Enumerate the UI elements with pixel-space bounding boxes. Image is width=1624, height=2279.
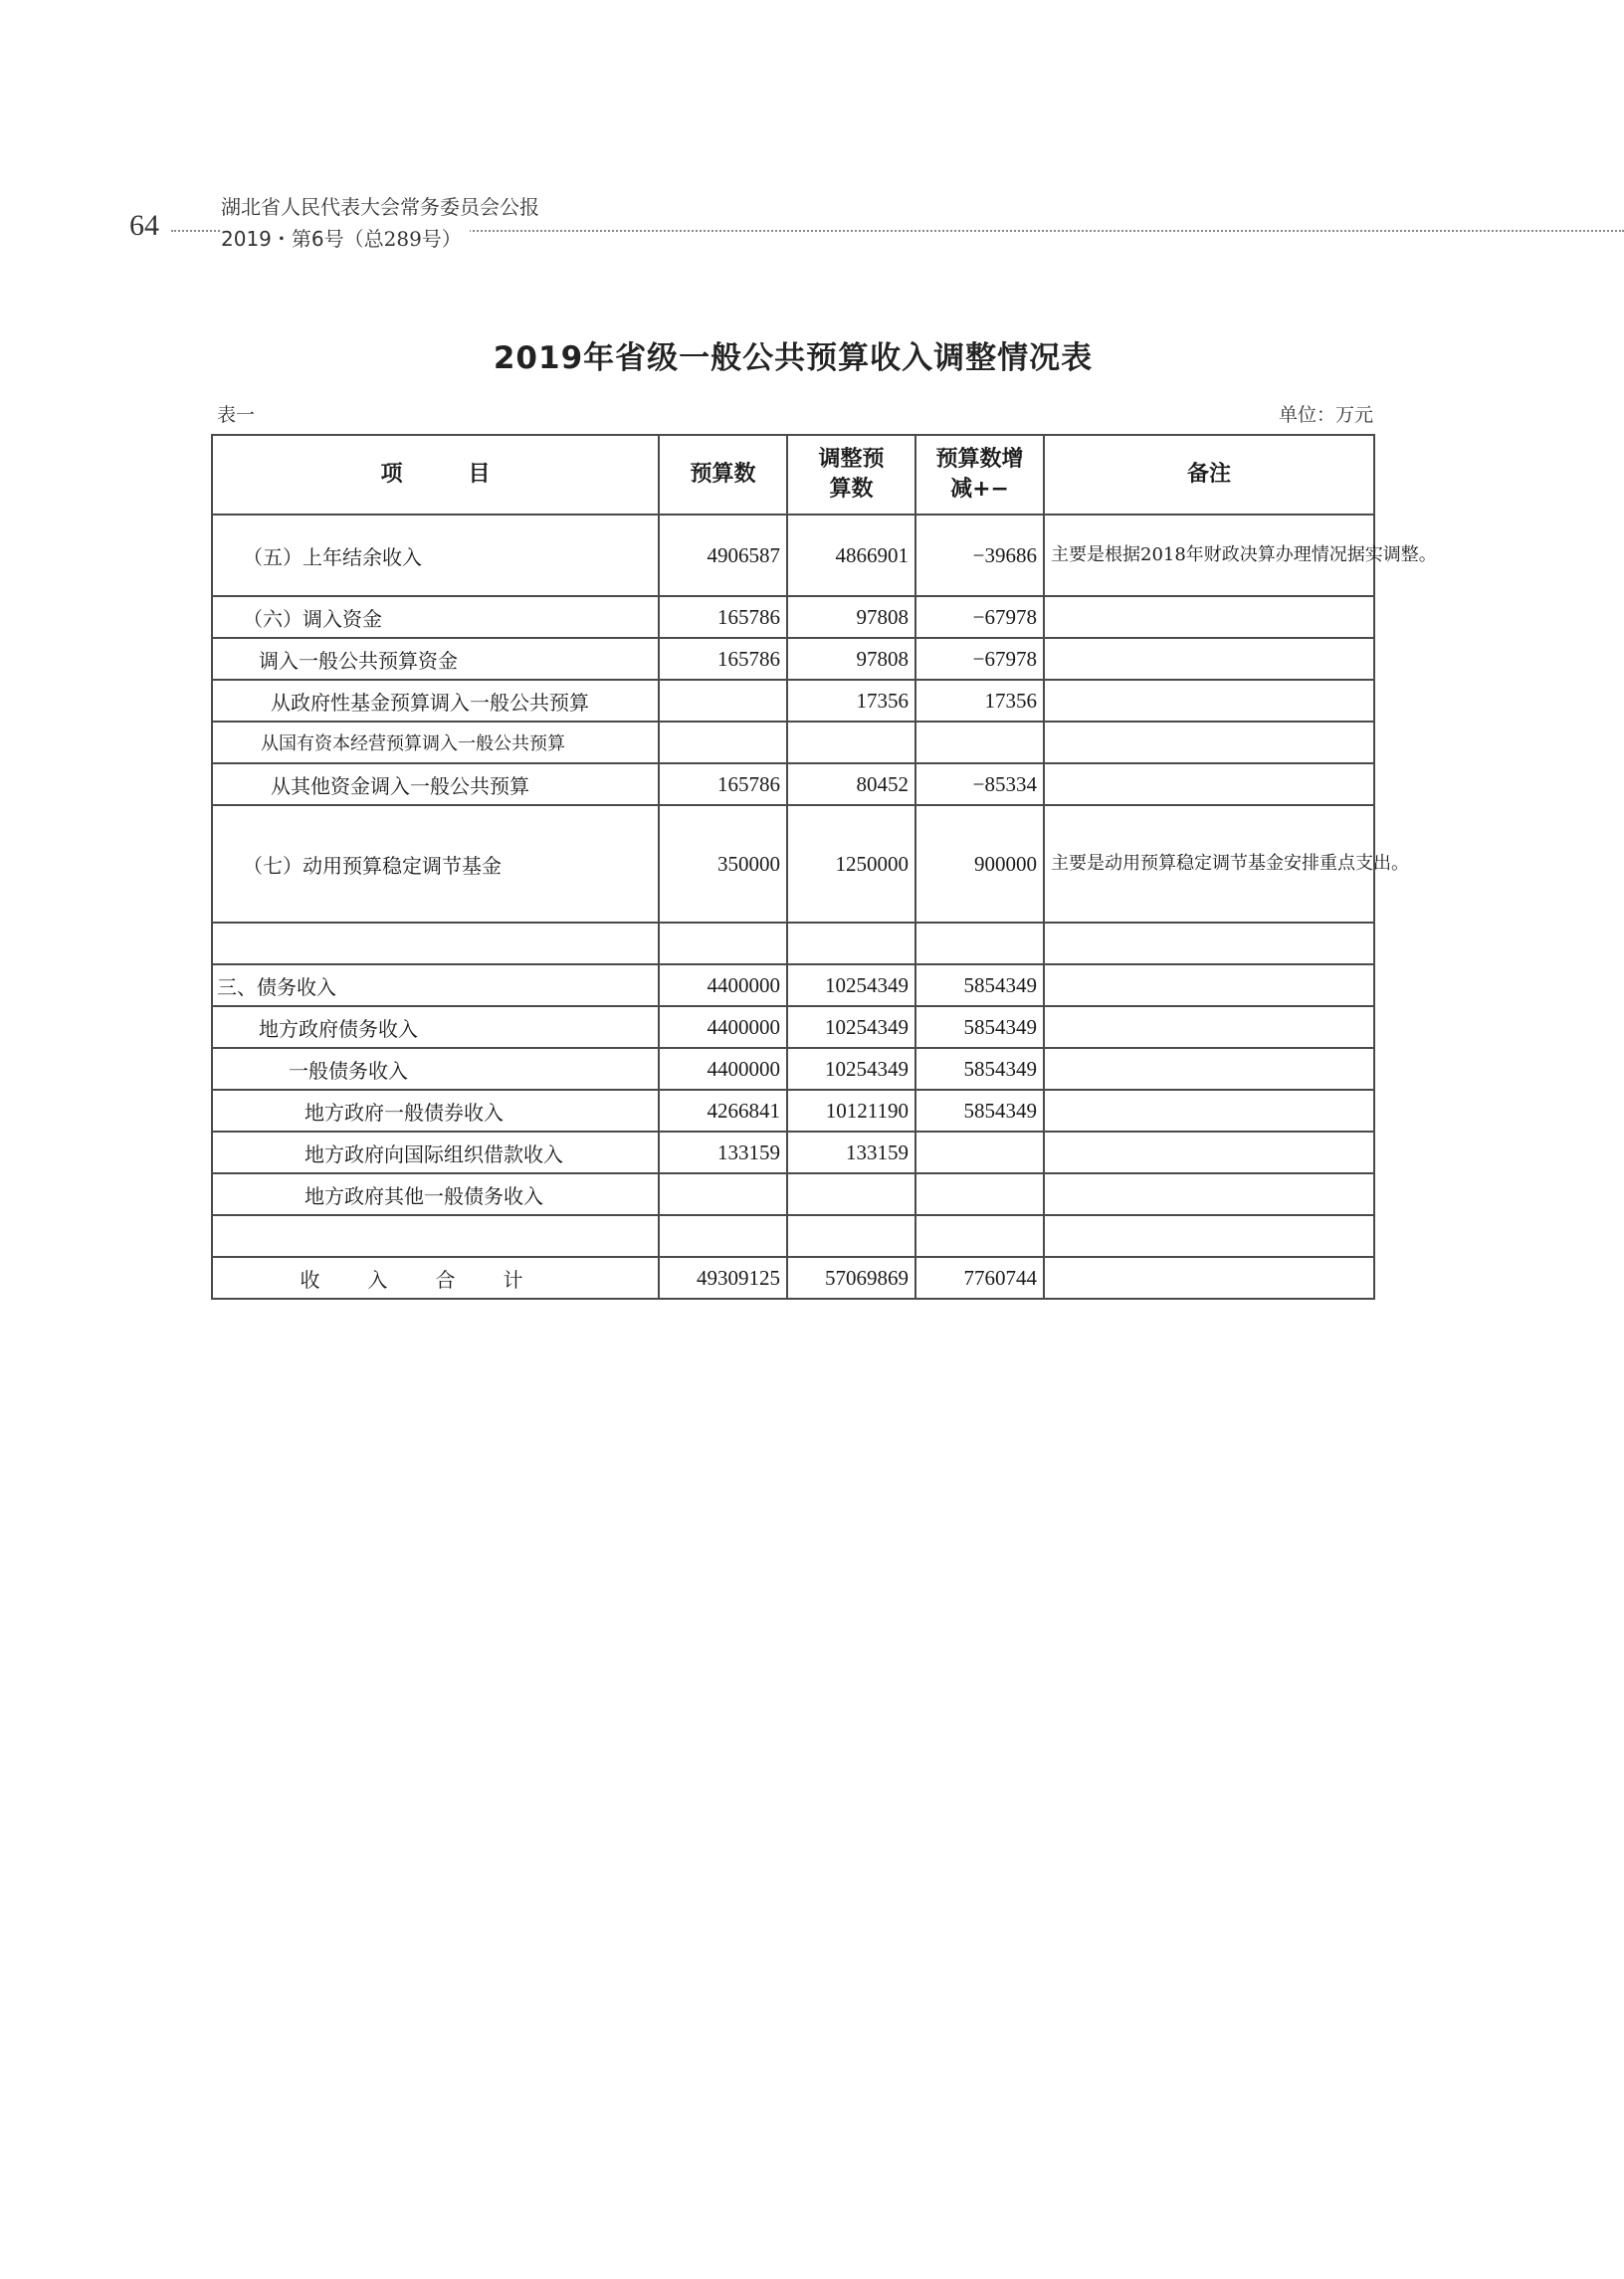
row-adjusted: 10121190 [787, 1090, 915, 1132]
row-item: （五）上年结余收入 [212, 515, 659, 596]
row-note [1044, 964, 1374, 1006]
journal-name: 湖北省人民代表大会常务委员会公报 [221, 195, 539, 219]
issue-number: 2019・第6号 [221, 227, 344, 251]
row-change: 5854349 [915, 1006, 1044, 1048]
row-item: 地方政府债务收入 [212, 1006, 659, 1048]
header-adjusted: 调整预算数 [787, 435, 915, 515]
header-item: 项 目 [212, 435, 659, 515]
row-adjusted: 80452 [787, 763, 915, 805]
row-budget [659, 680, 787, 722]
row-change [915, 722, 1044, 763]
table-label: 表一 [217, 404, 256, 426]
row-budget [659, 923, 787, 964]
table-row [212, 1173, 1374, 1215]
row-change: 5854349 [915, 1090, 1044, 1132]
row-change: −67978 [915, 638, 1044, 680]
row-adjusted: 1250000 [787, 805, 915, 923]
row-item: （七）动用预算稳定调节基金 [212, 805, 659, 923]
row-adjusted: 10254349 [787, 1048, 915, 1090]
row-change [915, 923, 1044, 964]
row-adjusted: 17356 [787, 680, 915, 722]
row-change: 900000 [915, 805, 1044, 923]
row-change: 5854349 [915, 1048, 1044, 1090]
row-note [1044, 1006, 1374, 1048]
total-change: 7760744 [915, 1257, 1044, 1299]
page-number: 64 [129, 209, 159, 242]
row-item [212, 923, 659, 964]
row-budget: 4400000 [659, 1006, 787, 1048]
row-budget: 165786 [659, 596, 787, 638]
row-budget: 4266841 [659, 1090, 787, 1132]
table-row [212, 805, 1374, 923]
table-header-row [212, 435, 1374, 515]
budget-adjustment-table [211, 434, 1437, 1300]
table-row [212, 1006, 1374, 1048]
row-budget: 4400000 [659, 964, 787, 1006]
row-note [1044, 1048, 1374, 1090]
row-adjusted: 97808 [787, 596, 915, 638]
row-note [1044, 638, 1374, 680]
row-change: −39686 [915, 515, 1044, 596]
table-row [212, 964, 1374, 1006]
row-item: 调入一般公共预算资金 [212, 638, 659, 680]
row-adjusted [787, 1215, 915, 1257]
row-note [1044, 923, 1374, 964]
row-note: 主要是根据2018年财政决算办理情况据实调整。 [1044, 515, 1374, 596]
row-note [1044, 763, 1374, 805]
row-note: 主要是动用预算稳定调节基金安排重点支出。 [1044, 805, 1374, 923]
row-note [1044, 680, 1374, 722]
row-item: 地方政府向国际组织借款收入 [212, 1132, 659, 1173]
table-row [212, 515, 1374, 596]
row-change [915, 1215, 1044, 1257]
row-adjusted [787, 722, 915, 763]
row-change: 17356 [915, 680, 1044, 722]
row-note [1044, 1173, 1374, 1215]
row-adjusted: 4866901 [787, 515, 915, 596]
row-change: −85334 [915, 763, 1044, 805]
row-budget: 4906587 [659, 515, 787, 596]
row-note [1044, 722, 1374, 763]
row-budget: 165786 [659, 763, 787, 805]
header-note: 备注 [1044, 435, 1374, 515]
table-row [212, 763, 1374, 805]
row-item: 从国有资本经营预算调入一般公共预算 [212, 722, 659, 763]
row-note [1044, 1215, 1374, 1257]
table-row-total [212, 1257, 1374, 1299]
header-change: 预算数增减+− [915, 435, 1044, 515]
row-adjusted: 10254349 [787, 964, 915, 1006]
table-row [212, 722, 1374, 763]
total-budget: 49309125 [659, 1257, 787, 1299]
row-budget: 4400000 [659, 1048, 787, 1090]
unit-label: 单位：万元 [1278, 404, 1373, 426]
row-budget [659, 1215, 787, 1257]
row-note [1044, 1090, 1374, 1132]
row-note [1044, 1132, 1374, 1173]
row-change: −67978 [915, 596, 1044, 638]
row-adjusted: 97808 [787, 638, 915, 680]
row-change: 5854349 [915, 964, 1044, 1006]
row-budget [659, 1173, 787, 1215]
row-change [915, 1173, 1044, 1215]
table-row [212, 1090, 1374, 1132]
row-note [1044, 596, 1374, 638]
row-adjusted: 10254349 [787, 1006, 915, 1048]
table-row [212, 680, 1374, 722]
row-item: 从政府性基金预算调入一般公共预算 [212, 680, 659, 722]
row-item: （六）调入资金 [212, 596, 659, 638]
row-budget: 350000 [659, 805, 787, 923]
table-row [212, 1132, 1374, 1173]
row-item: 地方政府其他一般债务收入 [212, 1173, 659, 1215]
total-adjusted: 57069869 [787, 1257, 915, 1299]
row-item [212, 1215, 659, 1257]
table-row-empty [212, 1215, 1374, 1257]
table-row [212, 1048, 1374, 1090]
row-item: 从其他资金调入一般公共预算 [212, 763, 659, 805]
table-row [212, 638, 1374, 680]
document-title: 2019年省级一般公共预算收入调整情况表 [493, 340, 1094, 376]
row-adjusted [787, 923, 915, 964]
row-adjusted: 133159 [787, 1132, 915, 1173]
row-budget: 165786 [659, 638, 787, 680]
row-budget: 133159 [659, 1132, 787, 1173]
header-budget: 预算数 [659, 435, 787, 515]
row-item: 三、债务收入 [212, 964, 659, 1006]
row-item: 一般债务收入 [212, 1048, 659, 1090]
table-row [212, 596, 1374, 638]
total-label: 收入合计 [212, 1257, 659, 1299]
issue-total: （总289号） [343, 227, 462, 251]
total-note [1044, 1257, 1374, 1299]
issue-line [221, 223, 470, 252]
table-row-empty [212, 923, 1374, 964]
row-budget [659, 722, 787, 763]
row-change [915, 1132, 1044, 1173]
row-adjusted [787, 1173, 915, 1215]
row-item: 地方政府一般债券收入 [212, 1090, 659, 1132]
